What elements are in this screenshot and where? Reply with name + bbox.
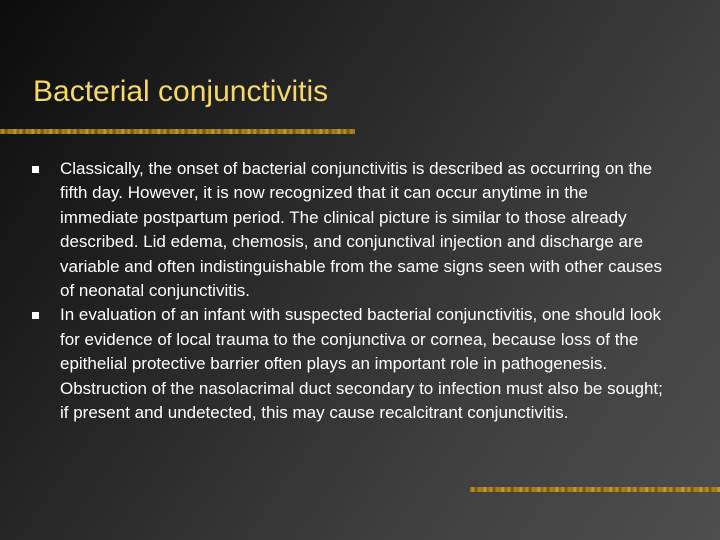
bullet-item (30, 157, 670, 303)
title-divider (0, 129, 355, 134)
bullet-list (30, 157, 670, 425)
bullet-text: Classically, the onset of bacterial conjunctivitis is described as occurring on the fifth day. However, it is now recognized that it can occur anytime in the immediate postpartum period. The clinical picture is similar to those already described. Lid edema, chemosis, and conjunctival injection and discharge are variable and often indistinguishable from the same signs seen with other causes of neonatal conjunctivitis. (60, 159, 662, 301)
square-bullet-icon (32, 312, 39, 319)
bullet-text: In evaluation of an infant with suspected bacterial conjunctivitis, one should look for evidence of local trauma to the conjunctiva or cornea, because loss of the epithelial protective barrier often plays an important role in pathogenesis. Obstruction of the nasolacrimal duct secondary to infection must also be sought; if present and undetected, this may cause recalcitrant conjunctivitis. (60, 305, 663, 423)
square-bullet-icon (32, 166, 39, 173)
bullet-item (30, 303, 670, 425)
slide-title: Bacterial conjunctivitis (33, 75, 329, 108)
footer-divider (470, 487, 720, 492)
